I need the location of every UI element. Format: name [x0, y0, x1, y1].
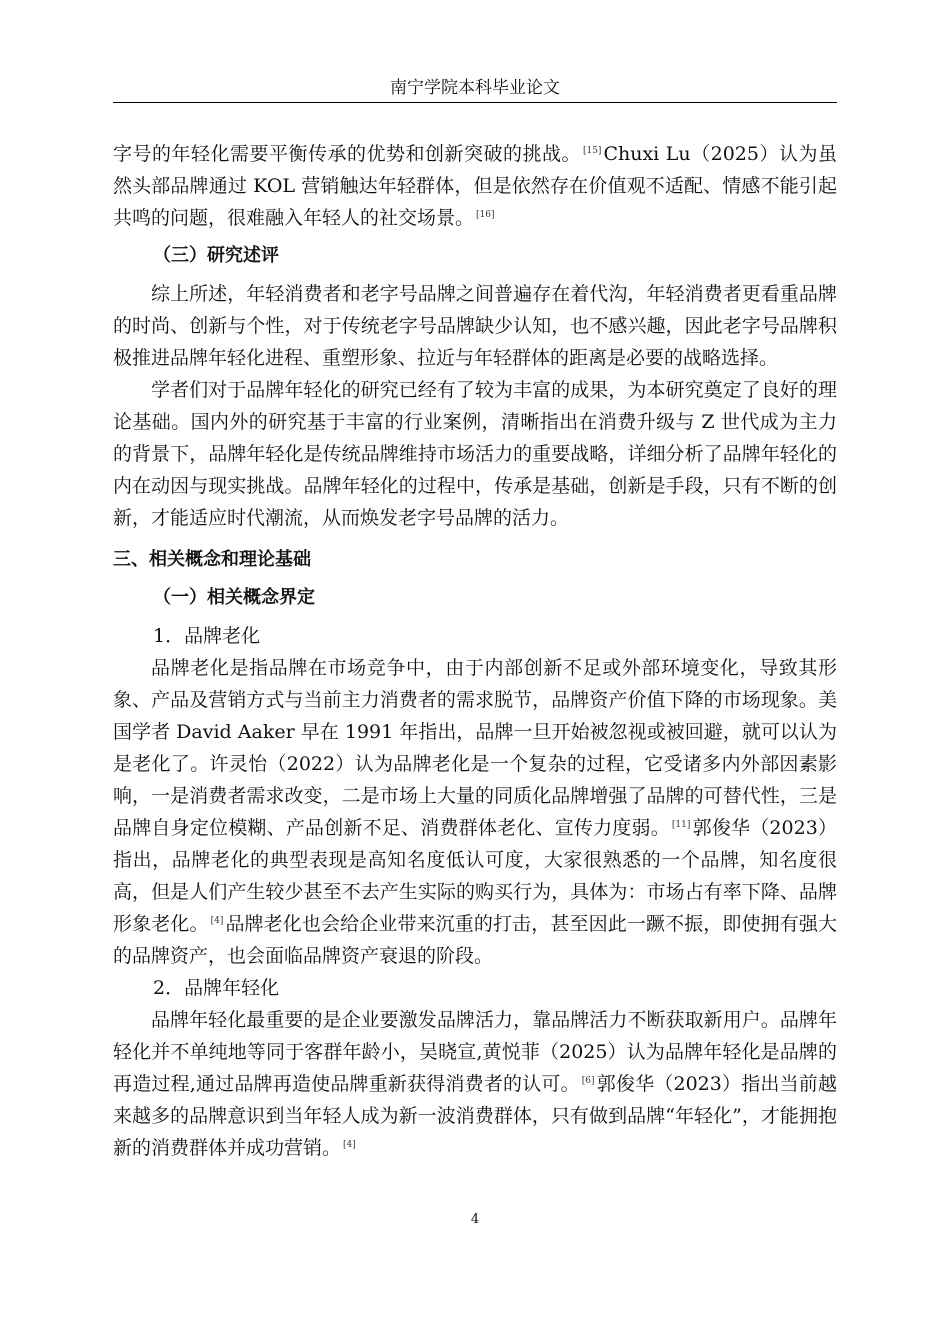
citation-ref: [16]	[476, 209, 495, 220]
page-number: 4	[470, 1212, 480, 1227]
section-heading-review: （三）研究述评	[153, 245, 279, 266]
item-title-brand-rejuvenation: 2．品牌年轻化	[153, 977, 280, 999]
body-text	[113, 138, 837, 1164]
paragraph-brand-rejuvenation	[113, 1004, 837, 1164]
paragraph-text: 字号的年轻化需要平衡传承的优势和创新突破的挑战。	[113, 143, 581, 165]
running-header: 南宁学院本科毕业论文	[390, 78, 560, 98]
paragraph-text: 郭俊华（2023）指出，品牌老化的典型表现是高知名度低认可度，大家很熟悉的一个品牌，知名度很高，但是人们产生较少甚至不去产生实际的购买行为，具体为：市场占有率下降、品牌形象老化。	[113, 817, 837, 935]
citation-ref: [11]	[671, 819, 691, 830]
citation-ref: [6]	[581, 1075, 595, 1086]
paragraph-intro	[113, 138, 837, 234]
paragraph-text: Chuxi Lu（2025）认为虽然头部品牌通过 KOL 营销触达年轻群体，但是依然存在价值观不适配、情感不能引起共鸣的问题，很难融入年轻人的社交场景。	[113, 143, 837, 229]
citation-ref: [4]	[210, 915, 224, 926]
paragraph-review-2: 学者们对于品牌年轻化的研究已经有了较为丰富的成果，为本研究奠定了良好的理论基础。国内外的研究基于丰富的行业案例，清晰指出在消费升级与 Z 世代成为主力的背景下，品牌年轻化是传统品牌维持市场活力的重要战略，详细分析了品牌年轻化的内在动因与现实挑战。品牌年轻化的过程中，传承是基础，创新是手段，只有不断的创新，才能适应时代潮流，从而焕发老字号品牌的活力。	[113, 379, 837, 529]
paragraph-review-1: 综上所述，年轻消费者和老字号品牌之间普遍存在着代沟，年轻消费者更看重品牌的时尚、创新与个性，对于传统老字号品牌缺少认知，也不感兴趣，因此老字号品牌积极推进品牌年轻化进程、重塑形象、拉近与年轻群体的距离是必要的战略选择。	[113, 283, 837, 369]
paragraph-text: 品牌老化是指品牌在市场竞争中，由于内部创新不足或外部环境变化，导致其形象、产品及营销方式与当前主力消费者的需求脱节，品牌资产价值下降的市场现象。美国学者 David Aaker 早在 1991 年指出，品牌一旦开始被忽视或被回避，就可以认为是老化了。许灵怡（2022）认为品牌老化是一个复杂的过程，它受诸多内外部因素影响，一是消费者需求改变，二是市场上大量的同质化品牌增强了品牌的可替代性，三是品牌自身定位模糊、产品创新不足、消费群体老化、宣传力度弱。	[113, 657, 837, 839]
paragraph-text: 郭俊华（2023）指出当前越来越多的品牌意识到当年轻人成为新一波消费群体，只有做到品牌“年轻化”，才能拥抱新的消费群体并成功营销。	[113, 1073, 837, 1159]
paragraph-text: 品牌年轻化最重要的是企业要激发品牌活力，靠品牌活力不断获取新用户。品牌年轻化并不单纯地等同于客群年龄小，吴晓宣,黄悦菲（2025）认为品牌年轻化是品牌的再造过程,通过品牌再造使品牌重新获得消费者的认可。	[113, 1009, 837, 1095]
citation-ref: [15]	[582, 145, 602, 156]
paragraph-brand-aging	[113, 652, 837, 972]
subsection-heading: （一）相关概念界定	[153, 587, 315, 608]
item-title-brand-aging: 1．品牌老化	[153, 625, 261, 647]
paragraph-text: 品牌老化也会给企业带来沉重的打击，甚至因此一蹶不振，即使拥有强大的品牌资产，也会面临品牌资产衰退的阶段。	[113, 913, 837, 967]
chapter-heading: 三、相关概念和理论基础	[113, 549, 311, 570]
citation-ref: [4]	[343, 1139, 356, 1150]
header-rule	[113, 102, 837, 103]
